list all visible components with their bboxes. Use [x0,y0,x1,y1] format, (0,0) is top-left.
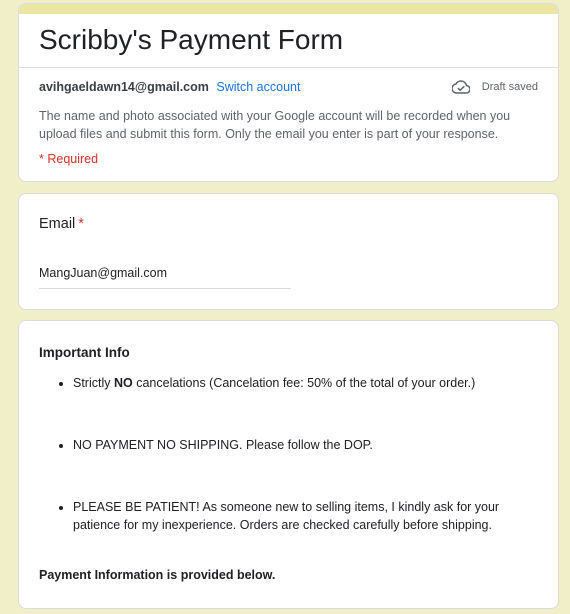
cloud-check-icon [452,80,470,94]
important-info-card [18,320,559,609]
payment-info-note: Payment Information is provided below. [39,568,276,582]
header-accent-bar [19,4,558,14]
switch-account-link[interactable]: Switch account [216,80,301,94]
account-notice: The name and photo associated with your Google account will be recorded when you upload files and submit this form. Only the email you enter is part of your response. [39,109,511,141]
required-asterisk: * [78,216,84,232]
email-question-label [39,216,84,232]
list-item: • PLEASE BE PATIENT! As someone new to selling items, I kindly ask for your patience for my inexperience. Orders are checked carefully before shipping. [73,498,542,534]
account-email: avihgaeldawn14@gmail.com [39,80,209,94]
info-title: Important Info [39,345,130,360]
draft-status-text: Draft saved [481,81,538,93]
list-item [73,374,542,392]
required-note: * Required [39,152,99,166]
email-question-card [18,193,559,310]
form-header-card [18,3,559,182]
form-title: Scribby's Payment Form [39,24,344,55]
item-emphasis: NO [113,376,133,390]
item-suffix: cancelations (Cancelation fee: 50% of the total of your order.) [132,376,476,390]
draft-status [452,80,538,94]
account-row [39,80,538,100]
item-prefix: Strictly [73,376,114,390]
email-label-text: Email [39,216,76,232]
email-input[interactable] [39,256,291,289]
list-item: • NO PAYMENT NO SHIPPING. Please follow the DOP. [73,436,542,454]
header-divider [19,67,558,68]
